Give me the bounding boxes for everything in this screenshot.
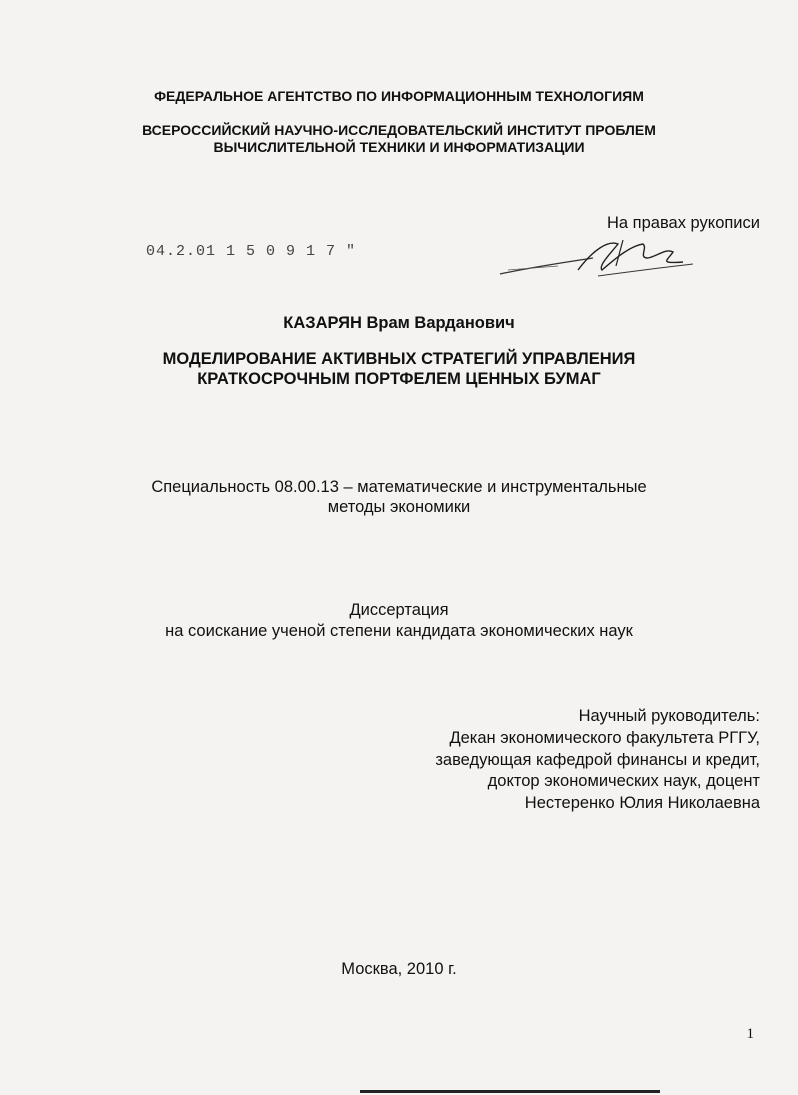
specialty-line1: Специальность 08.00.13 – математические и инструментальные [151, 478, 647, 496]
supervisor-position-line1: Декан экономического факультета РГГУ, [449, 729, 760, 747]
dissertation-label: Диссертация [349, 601, 449, 619]
dissertation-title-line1: МОДЕЛИРОВАНИЕ АКТИВНЫХ СТРАТЕГИЙ УПРАВЛЕНИЯ [162, 350, 636, 368]
dissertation-title-line2: КРАТКОСРОЧНЫМ ПОРТФЕЛЕМ ЦЕННЫХ БУМАГ [197, 370, 601, 388]
institute-name-line2: ВЫЧИСЛИТЕЛЬНОЙ ТЕХНИКИ И ИНФОРМАТИЗАЦИИ [213, 139, 585, 155]
supervisor-name: Нестеренко Юлия Николаевна [524, 794, 760, 812]
institute-name-line1: ВСЕРОССИЙСКИЙ НАУЧНО-ИССЛЕДОВАТЕЛЬСКИЙ ИНСТИТУТ ПРОБЛЕМ [142, 122, 656, 138]
signature-icon [498, 236, 698, 281]
supervisor-degree: доктор экономических наук, доцент [487, 772, 760, 790]
manuscript-note: На правах рукописи [607, 214, 760, 232]
author-name: КАЗАРЯН Врам Варданович [283, 314, 515, 332]
supervisor-position-line2: заведующая кафедрой финансы и кредит, [435, 751, 760, 769]
place-and-year: Москва, 2010 г. [341, 960, 457, 978]
agency-name: ФЕДЕРАЛЬНОЕ АГЕНТСТВО ПО ИНФОРМАЦИОННЫМ ТЕХНОЛОГИЯМ [154, 88, 644, 104]
supervisor-label: Научный руководитель: [578, 707, 760, 725]
archive-stamp-number: 04.2.01 1 5 0 9 1 7 " [146, 243, 357, 260]
degree-line: на соискание ученой степени кандидата экономических наук [165, 622, 633, 640]
specialty-line2: методы экономики [327, 498, 471, 516]
scan-edge-divider [360, 1090, 660, 1093]
page-number: 1 [746, 1026, 754, 1042]
